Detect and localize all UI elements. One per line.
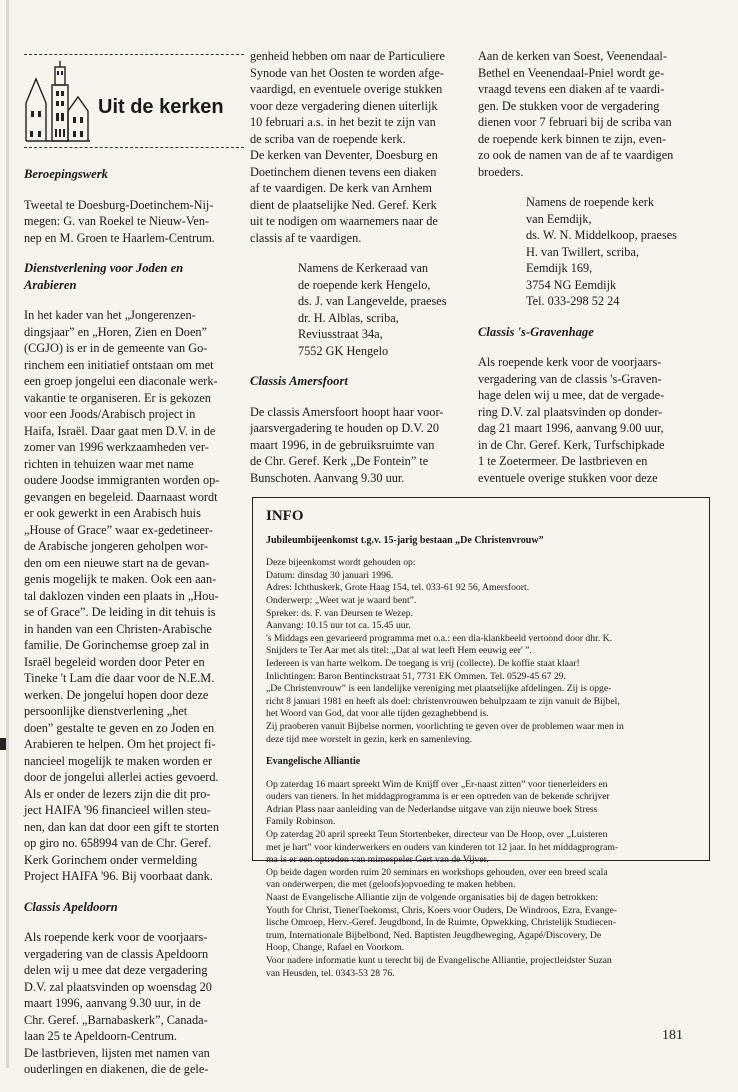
text-line: maart 1996, in de gebruiksruimte van (250, 437, 435, 452)
text-line: De kerken van Deventer, Doesburg en (250, 148, 438, 162)
paragraph-soest-continued (478, 48, 710, 180)
text-line: zomer van 1996 werkzaamheden ver- (24, 440, 209, 454)
text-line: Project HAIFA '96. Bij voorbaat dank. (24, 869, 213, 883)
text-line: in de Chr. Geref. Kerk, Turfschipkade (478, 437, 665, 452)
heading-apeldoorn: Classis Apeldoorn (24, 899, 118, 914)
heading-dienstverlening: Dienstverlening voor Joden en Arabieren (24, 261, 184, 292)
bottom-rule (24, 147, 244, 148)
text-line: Tineke 't Lam die daar voor de N.E.M. (24, 671, 215, 685)
text-line: Reviusstraat 34a, (298, 327, 383, 341)
address-hengelo (298, 260, 474, 359)
page-number: 181 (662, 1028, 683, 1043)
text-line: de Arabische jongeren geholpen wor- (24, 539, 209, 553)
text-line: Synode van het Oosten te worden afge- (250, 65, 444, 80)
text-line: een groep jongelui een diaconale werk- (24, 374, 218, 388)
text-line: dag 21 maart 1996, aanvang 9.00 uur, (478, 421, 664, 435)
text-line: Hoop, Change, Rafael en Voorkom. (266, 942, 405, 954)
text-line: Israël begeleid worden door Peter en (24, 654, 205, 669)
text-line: het Woord van God, dat voor alle tijden gezaghebbend is. (266, 708, 489, 720)
text-line: lische Omroep, Herv.-Geref. Jeugdbond, In de Ruimte, Opwekking, Christelijk Studiecen- (266, 917, 616, 929)
text-line: nancieel mogelijk te maken worden er (24, 753, 213, 768)
text-line: 's Middags een gevarieerd programma met o.a.: een dia-klankbeeld vertoond door dhr. K. (266, 632, 613, 644)
text-line: gen. De stukken voor de vergadering (478, 98, 660, 113)
text-line: classis af te vaardigen. (250, 230, 362, 245)
margin-tick (0, 738, 6, 750)
text-line: laan 25 te Apeldoorn-Centrum. (24, 1029, 177, 1043)
heading-gravenhage: Classis 's-Gravenhage (478, 324, 594, 339)
info-box (252, 497, 710, 979)
text-line: Arabieren te helpen. Om het project fi- (24, 737, 216, 751)
text-line: nen, dan kan dat door een gift te storten (24, 819, 219, 834)
text-line: dingsjaar” en „Horen, Zien en Doen” (24, 324, 208, 339)
text-line: uit te nodigen om waarnemers naar de (250, 214, 438, 228)
text-line: zo ook de namen van de af te vaardigen (478, 148, 674, 162)
text-line: ject HAIFA '96 financieel willen steu- (24, 803, 211, 817)
info-title: INFO (266, 508, 304, 524)
column-1 (24, 50, 244, 1092)
text-line: D.V. zal plaatsvinden op woensdag 20 (24, 979, 212, 994)
text-line: Haifa, Israël. Daar gaat men D.V. in de (24, 423, 216, 438)
text-line: Op zaterdag 16 maart spreekt Wim de Knijff over „Er-naast zitten” voor tienerleiders en (266, 778, 608, 790)
text-line: Aanvang: 10.15 uur tot ca. 15.45 uur. (266, 620, 411, 632)
text-line: voor deze vergadering dienen uiterlijk (250, 98, 438, 113)
text-line: in handen van een Christen-Arabische (24, 621, 212, 636)
text-line: „De Christenvrouw” is een landelijke vereniging met plaatselijke afdelingen. Zij is opge- (266, 683, 612, 695)
text-line: rinchem een initiatief ontstaan om met (24, 357, 214, 372)
text-line: Family Robinson. (266, 816, 336, 828)
heading-amersfoort: Classis Amersfoort (250, 374, 348, 388)
text-line: genis mogelijk te maken. Ook een aan- (24, 572, 217, 586)
text-line: vergadering van de classis Apeldoorn (24, 946, 209, 961)
text-line: vakantie te organiseren. Er is gekozen (24, 390, 211, 405)
text-line: Aan de kerken van Soest, Veenendaal- (478, 49, 667, 63)
text-line: Doetinchem dienen tevens een diaken (250, 164, 437, 179)
text-line: ouderlingen en diakenen, die de gele- (24, 1062, 209, 1076)
paragraph-dienstverlening (24, 307, 244, 885)
text-line: (CGJO) is er in de gemeente van Go- (24, 341, 208, 355)
text-line: door de jongelui allerlei acties gevoerd. (24, 770, 219, 784)
text-line: vraagd tevens een diaken af te vaardi- (478, 82, 665, 96)
text-line: richten in tehuizen waar met name (24, 456, 194, 471)
text-line: familie. De Gorinchemse groep zal in (24, 638, 210, 652)
text-line: eventuele overige stukken voor deze (478, 470, 658, 485)
text-line: Deze bijeenkomst wordt gehouden op: (266, 557, 416, 569)
text-line: tal daklozen vinden een plaats in „Hou- (24, 588, 219, 603)
text-line: Kerk Gorinchem onder vermelding (24, 852, 198, 867)
text-line: Naast de Evangelische Alliantie zijn de volgende organisaties bij de dagen betrokken: (266, 892, 599, 904)
text-line: 7552 GK Hengelo (298, 343, 389, 358)
text-line: hage delen wij u mee, dat de vergade- (478, 388, 665, 402)
text-line: persoonlijke dienstverlening „het (24, 704, 188, 718)
text-line: Tel. 033-298 52 24 (526, 294, 620, 308)
text-line: den om een nieuwe start na de gevan- (24, 555, 210, 570)
text-line: trum, Internationale Bijbelbond, Ned. Baptisten Jeugdbeweging, Agapé/Discovery, De (266, 929, 602, 941)
text-line: Chr. Geref. „Barnabaskerk”, Canada- (24, 1012, 208, 1027)
text-line: werken. De jongelui hopen door deze (24, 687, 209, 702)
heading-beroepingswerk: Beroepingswerk (24, 167, 108, 181)
text-line: 1 te Zoetermeer. De lastbrieven en (478, 454, 648, 468)
text-line: Op beide dagen worden ruim 20 seminars en workshops gehouden, over een breed scala (266, 866, 608, 878)
text-line: Snijders te Ter Aar met als titel: „Dat al wat leeft Hem eeuwig eer' ”. (266, 645, 532, 657)
text-line: De classis Amersfoort hoopt haar voor- (250, 404, 444, 419)
text-line: „House of Grace” waar ex-gedetineer- (24, 522, 213, 537)
text-line: ouders van tieners. In het middagprogramma is er een optreden van de bekende schrijver (266, 791, 610, 803)
text-line: dr. H. Alblas, scriba, (298, 310, 399, 325)
column-3 (478, 48, 710, 500)
text-line: 10 februari a.s. in het bezit te zijn van (250, 115, 436, 129)
text-line: Op zaterdag 20 april spreekt Teun Stortenbeker, directeur van De Hoop, over „Luisteren (266, 829, 608, 841)
text-line: genheid hebben om naar de Particuliere (250, 49, 445, 63)
text-line: ring D.V. zal plaatsvinden op donder- (478, 404, 663, 419)
text-line: Als roepende kerk voor de voorjaars- (24, 930, 208, 944)
info-subheading-alliantie: Evangelische Alliantie (266, 756, 361, 768)
paragraph-apeldoorn (24, 929, 244, 1078)
text-line: vergadering van de classis 's-Graven- (478, 371, 662, 386)
text-line: deze tijd mee worstelt in gezin, kerk en samenleving. (266, 733, 473, 745)
paragraph-gravenhage (478, 354, 710, 486)
column-2 (250, 48, 474, 500)
text-line: doen” gestalte te geven en zo Joden en (24, 720, 215, 735)
paragraph-amersfoort (250, 404, 474, 487)
text-line: van onderwerpen, die met (geloofs)opvoeding te maken hebben. (266, 879, 516, 891)
text-line: de scriba van de roepende kerk. (250, 131, 406, 146)
text-line: delen wij u mee dat deze vergadering (24, 963, 208, 977)
text-line: H. van Twillert, scriba, (526, 244, 639, 259)
text-line: er ook gewerkt in een Arabisch huis (24, 506, 201, 520)
info-block-christenvrouw (266, 557, 697, 746)
text-line: Adrian Plass naar aanleiding van de Nederlandse uitgave van zijn nieuwe boek Stress (266, 803, 598, 815)
text-line: In het kader van het „Jongerenzen- (24, 308, 196, 322)
text-line: de roepende kerk Hengelo, (298, 277, 431, 292)
text-line: vaardigd, en eventuele overige stukken (250, 82, 443, 96)
text-line: Eemdijk 169, (526, 261, 593, 275)
text-line: Adres: Ichthuskerk, Grote Haag 154, tel. 033-61 92 56, Amersfoort. (266, 582, 530, 594)
text-line: Bunschoten. Aanvang 9.30 uur. (250, 470, 405, 485)
text-line: Inlichtingen: Baron Bentinckstraat 51, 7731 EK Ommen. Tel. 0529-45 67 29. (266, 670, 566, 682)
text-line: Als er onder de lezers zijn die dit pro- (24, 786, 211, 801)
text-line: richt 8 januari 1981 en heeft als doel: christenvrouwen behulpzaam te zijn vanuit de Bijbel, (266, 695, 620, 707)
text-line: Spreker: ds. F. van Deursen te Wezep. (266, 607, 414, 619)
text-line: se of Grace”. De leiding in dit tehuis is (24, 605, 216, 619)
text-line: ds. J. van Langevelde, praeses (298, 294, 447, 308)
text-line: Youth for Christ, TienerToekomst, Chris, Koers voor Ouders, De Windroos, Ezra, Evange- (266, 904, 618, 916)
church-icon (24, 61, 92, 143)
paragraph-beroepingswerk: Tweetal te Doesburg-Doetinchem-Nij- megen: G. van Roekel te Nieuw-Ven- nep en M. Groen te Haarlem-Centrum. (24, 197, 215, 245)
section-title: Uit de kerken (98, 95, 224, 118)
text-line: De lastbrieven, lijsten met namen van (24, 1045, 210, 1060)
text-line: van Eemdijk, (526, 211, 592, 226)
text-line: ds. W. N. Middelkoop, praeses (526, 228, 677, 242)
text-line: voor een Joods/Arabisch project in (24, 407, 196, 421)
text-line: op giro no. 658994 van de Chr. Geref. (24, 836, 212, 850)
binding-edge (6, 0, 9, 1068)
top-rule (24, 54, 244, 55)
text-line: af te vaardigen. De kerk van Arnhem (250, 181, 432, 195)
text-line: maart 1996, aanvang 9.30 uur, in de (24, 996, 201, 1010)
text-line: ma is er een optreden van mimespeler Gert van de Vijver. (266, 854, 489, 866)
text-line: Iedereen is van harte welkom. De toegang is vrij (collecte). De koffie staat klaar! (266, 657, 580, 669)
info-block-alliantie (266, 779, 697, 981)
text-line: de Chr. Geref. Kerk „De Fontein” te (250, 454, 429, 468)
text-line: dient de plaatselijke Ned. Geref. Kerk (250, 197, 437, 212)
text-line: met je hart” voor kinderwerkers en ouders van kinderen tot 12 jaar. In het middagprogram- (266, 841, 619, 853)
text-line: de roepende kerk binnen te zijn, even- (478, 131, 667, 146)
text-line: oudere Joodse immigranten worden op- (24, 473, 220, 487)
info-subheading-christenvrouw: Jubileumbijeenkomst t.g.v. 15-jarig bestaan „De Christenvrouw” (266, 534, 544, 546)
text-line: Als roepende kerk voor de voorjaars- (478, 355, 662, 369)
text-line: jaarsvergadering te houden op D.V. 20 (250, 421, 440, 435)
text-line: Datum: dinsdag 30 januari 1996. (266, 569, 394, 581)
address-eemdijk (526, 194, 710, 310)
text-line: 3754 NG Eemdijk (526, 277, 617, 292)
text-line: Namens de Kerkeraad van (298, 261, 429, 275)
text-line: Onderwerp: „Weet wat je waard bent”. (266, 594, 417, 606)
text-line: Bethel en Veenendaal-Pniel wordt ge- (478, 65, 665, 80)
text-line: Voor nadere informatie kunt u terecht bij de Evangelische Alliantie, projectleidster Suzan (266, 955, 612, 966)
text-line: Zij praoberen vanuit Bijbelse normen, voorlichting te geven over de problemen waar men in (266, 720, 624, 732)
text-line: van Heusden, tel. 0343-53 28 76. (266, 967, 395, 979)
text-line: gevangen en begeleid. Daarnaast wordt (24, 489, 218, 504)
text-line: Namens de roepende kerk (526, 195, 655, 209)
paragraph-hengelo-continued (250, 48, 474, 246)
text-line: broeders. (478, 164, 524, 179)
section-banner (24, 59, 244, 143)
text-line: dienen voor 7 februari bij de scriba van (478, 115, 672, 129)
